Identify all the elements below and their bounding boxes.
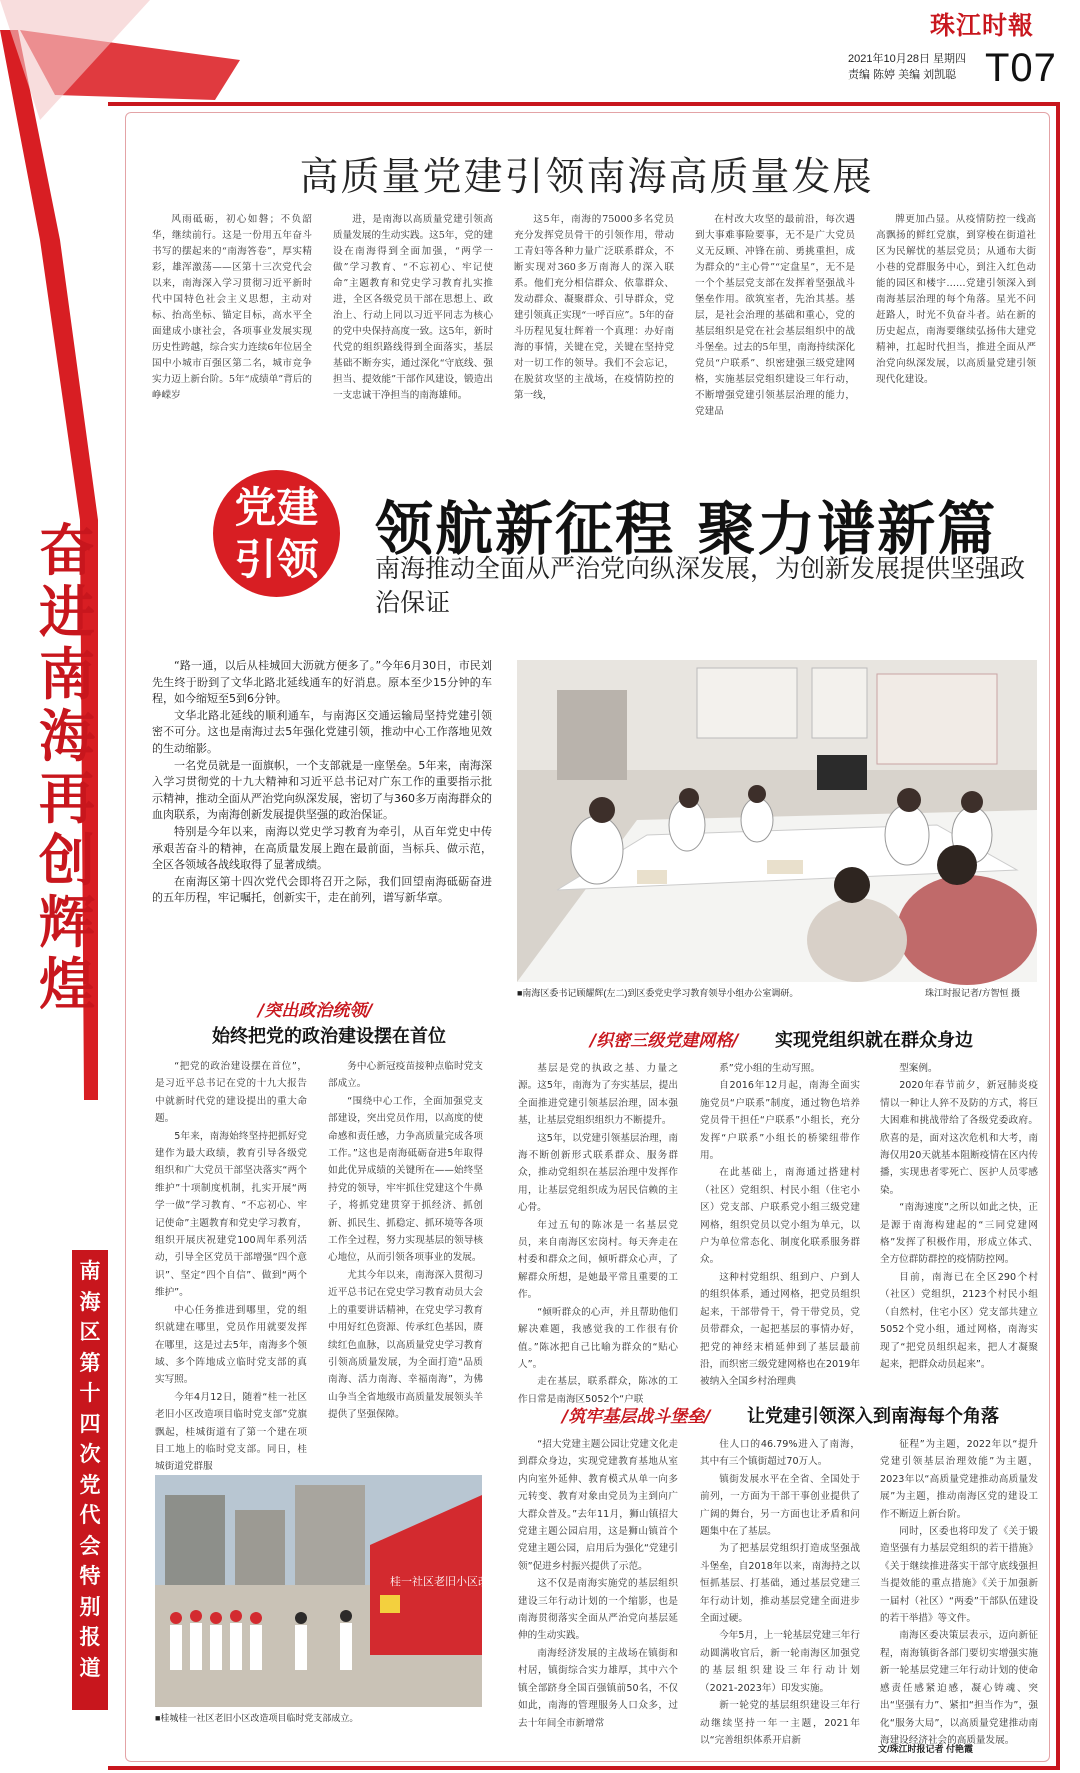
paragraph: 自2016年12月起，南海全面实施党员“户联系”制度，通过物色培养党员骨干担任“户联系”小组长，充分发挥“户联系”小组长的桥梁纽带作用。 (700, 1080, 860, 1162)
paragraph: 镇街发展水平在全省、全国处于前列，一方面为干部干事创业提供了广阔的舞台，另一方面也让矛盾和问题集中在了基层。 (700, 1473, 860, 1538)
top-article-column-5 (876, 212, 1036, 452)
meeting-photo (517, 660, 1037, 982)
meeting-photo-credit: 珠江时报记者/方智恒 摄 (925, 988, 1021, 998)
paragraph: “围绕中心工作，全面加强党支部建设，突出党员作用，以高度的使命感和责任感，力争高质量完成各项工作。”这也是南海砥砺奋进5年取得如此优异成绩的关键所在——始终坚持党的领导，牢牢抓住党建这个牛鼻子，将抓党建贯穿于抓经济、抓创新、抓民生、抓稳定、抓环境等各项工作全过程，努力实现基层的领导核心地位，从而引领各项事业的发展。 (328, 1095, 483, 1264)
paragraph: 风雨砥砺，初心如磐；不负韶华，继续前行。这是一份用五年奋斗书写的摆起来的“南海答卷”，厚实精彩，雄浑激荡——区第十三次党代会以来，南海深入学习贯彻习近平新时代中国特色社会主义思想，主动对标、抬高坐标、锚定目标，高水平全面建成小康社会，各项事业发展实现历史性跨越，综合实力连续6年位居全国中小城市百强区第二名，城市竞争实力迈上新台阶。5年“成绩单”背后的峥嵘岁 (152, 214, 312, 401)
frame-right-line (1056, 102, 1060, 1768)
paragraph: 系”党小组的生动写照。 (719, 1063, 821, 1074)
paragraph: 在此基础上，南海通过搭建村（社区）党组织、村民小组（住宅小区）党支部、户联系党小组三级党建网格，组织党员以党小组为单元，以户为单位常态化、制度化联系服务群众。 (700, 1167, 860, 1266)
branch-photo-caption: ■桂城桂一社区老旧小区改造项目临时党支部成立。 (155, 1713, 359, 1723)
section1-column-2 (328, 1058, 483, 1468)
section2-title: 实现党组织就在群众身边 (775, 1030, 973, 1051)
section2-column-3 (880, 1060, 1038, 1385)
paragraph: 今年4月12日，随着“桂一社区老旧小区改造项目临时党支部”党旗飘起，桂城街道有了第一个建在项目工地上的临时党支部。同日，桂城街道党群服 (155, 1391, 307, 1473)
paragraph: 牌更加凸显。从疫情防控一线高高飘扬的鲜红党旗，到穿梭在街道社区为民解忧的基层党员；从通布大街小巷的党群服务中心，到注入红色动能的园区和楼宇……党建引领深入到南海基层治理的每个角落。星光不问赶路人，时光不负奋斗者。站在新的历史起点，南海要继续弘扬伟大建党精神，扛起时代担当，推进全面从严治党向纵深发展，以高质量党建引领现代化建设。 (876, 214, 1036, 385)
issue-date: 2021年10月28日 星期四 (848, 53, 966, 65)
paragraph: 这种村党组织、组到户、户到人的组织体系，通过网格，把党员组织起来，干部带骨干，骨干带党员，党员带群众，一起把基层的事情办好，把党的神经末梢延伸到了基层最前沿，而织密三级党建网格也在2019年被纳入全国乡村治理典 (700, 1271, 860, 1388)
editors-credit: 责编 陈婷 美编 刘凯聪 (848, 69, 957, 81)
lead-paragraph: 文华北路北延线的顺利通车，与南海区交通运输局坚持党建引领密不可分。这也是南海过去5年强化党建引领，推动中心工作落地见效的生动缩影。 (152, 708, 492, 755)
paragraph: 新一轮党的基层组织建设三年行动继续坚持一年一主题，2021年以“完善组织体系开启新 (700, 1700, 860, 1746)
lead-paragraph: “路一通，以后从桂城回大沥就方便多了。”今年6月30日，市民刘先生终于盼到了文华北路北延线通车的好消息。原本至少15分钟的车程，如今缩短至5到6分钟。 (152, 659, 492, 706)
top-article-column-4 (695, 212, 855, 452)
top-article-title: 高质量党建引领南海高质量发展 (299, 155, 874, 200)
section1-title: 始终把党的政治建设摆在首位 (212, 1026, 446, 1047)
paragraph: 住人口的46.79%进入了南海，其中有三个镇街超过70万人。 (700, 1439, 860, 1468)
section3-title: 让党建引领深入到南海每个角落 (747, 1406, 999, 1427)
paragraph: “招大党建主题公园让党建文化走到群众身边，实现党建教育基地从室内向室外延伸、教育模式从单一向多元转变、教育对象由党员为主到向广大群众普及。”去年11月，狮山镇招大党建主题公园启用，这是狮山镇首个党建主题公园，启用后为强化“党建引领”促进乡村振兴提供了示范。 (518, 1439, 678, 1572)
top-article-column-3 (514, 212, 674, 452)
badge-label (213, 482, 340, 586)
lead-paragraph: 在南海区第十四次党代会即将召开之际，我们回望南海砥砺奋进的五年历程，牢记嘱托，创新实干，走在前列，谱写新华章。 (152, 874, 492, 905)
feature-headline: 领航新征程 聚力谱新篇 (375, 495, 998, 563)
paragraph: 同时，区委也将印发了《关于锻造坚强有力基层党组织的若干措施》《关于继续推进落实干部守底线强担当提效能的重点措施》《关于加强新一届村（社区）“两委”干部队伍建设的若干举措》等文件。 (880, 1526, 1038, 1625)
paragraph: 务中心新冠疫苗接种点临时党支部成立。 (328, 1061, 483, 1090)
paragraph: 2020年春节前夕，新冠肺炎疫情以一种让人猝不及防的方式，将巨大困难和挑战带给了各级党委政府。欣喜的是，面对这次危机和大考，南海仅用20天就基本阻断疫情在区内传播，实现患者零死亡、医护人员零感染。 (880, 1080, 1038, 1196)
frame-top-line (108, 102, 1060, 106)
section3-column-1 (518, 1436, 678, 1736)
masthead-logo: 珠江时報 (930, 11, 1035, 40)
paragraph: 走在基层，联系群众，陈冰的工作日常是南海区5052个“户联 (518, 1376, 678, 1405)
side-calligraphy-slogan: 奋进南海 再创辉煌 (39, 518, 95, 1018)
paragraph: 这5年，南海的75000多名党员充分发挥党员骨干的引领作用，带动工青妇等各种力量广泛联系群众，不断实现对360多万南海人的深入联系。他们充分相信群众、依靠群众、发动群众、凝聚群众、引导群众，党建引领真正实现“一呼百应”。5年的奋斗历程见复壮辉着一个真理：办好南海的事情，关键在党，关键在坚持党对一切工作的领导。我们不会忘记，在脱贫攻坚的主战场，在疫情防控的第一线， (514, 214, 674, 401)
paragraph: 型案例。 (899, 1063, 938, 1074)
paragraph: 南海区委决策层表示，迈向新征程，南海镇街各部门要切实增强实施新一轮基层党建三年行动计划的使命感责任感紧迫感，凝心铸魂、突出“坚强有力”、紧扣“担当作为”，强化“服务大局”，以高质量党建推动南海建设经济社会的高质量发展。 (880, 1630, 1038, 1746)
photo2-sign-text: 桂一社区老旧小区改造工程 (390, 1575, 522, 1588)
badge-line-1: 党建 (234, 483, 319, 532)
section2-tag: /织密三级党建网格/ (590, 1031, 739, 1051)
paragraph: 为了把基层党组织打造成坚强战斗堡垒，自2018年以来，南海持之以恒抓基层、打基础，通过基层党建三年行动计划，推动基层党建全面进步全面过硬。 (700, 1543, 860, 1625)
page-number: T07 (985, 46, 1057, 90)
paragraph: 进，是南海以高质量党建引领高质量发展的生动实践。这5年，党的建设在南海得到全面加强，“两学一做”学习教育、“不忘初心、牢记使命”主题教育和党史学习教育扎实推进，全区各级党员干部在思想上、政治上、行动上同以习近平同志为核心的党中央保持高度一致。这5年，新时代党的组织路线得到全面落实，基层基础不断夯实，通过深化“守底线、强担当、提效能”干部作风建设，锻造出一支忠诚干净担当的南海雄师。 (333, 214, 493, 401)
paragraph: “倾听群众的心声，并且帮助他们解决难题，我感觉我的工作很有价值。”陈冰把自己比喻为群众的“贴心人”。 (518, 1306, 678, 1370)
paragraph: 在村改大攻坚的最前沿，每次遇到大事难事险要事，无不是广大党员义无反顾、冲锋在前、勇挑重担，成为群众的“主心骨”“定盘星”，无不是一个个基层党支部在发挥着坚强战斗堡垒作用。欲筑室者，先治其基。基层，是社会治理的基础和重心，党的基层组织是党在社会基层组织中的战斗堡垒。过去的5年里，南海持续深化党员“户联系”、织密建强三级党建网格，实施基层党组织建设三年行动，不断增强党建引领基层治理的能力，党建品 (695, 214, 855, 417)
badge-line-2: 引领 (234, 535, 319, 584)
paragraph: 这不仅是南海实施党的基层组织建设三年行动计划的一个缩影，也是南海贯彻落实全面从严治党向基层延伸的生动实践。 (518, 1578, 678, 1642)
feature-subheadline: 南海推动全面从严治党向纵深发展，为创新发展提供坚强政治保证 (375, 554, 1026, 617)
paragraph: 年过五旬的陈冰是一名基层党员，来自南海区宏岗村。每天奔走在村委和群众之间，倾听群众心声，了解群众所想，是她最平常且重要的工作。 (518, 1219, 678, 1301)
top-article-column-2 (333, 212, 493, 452)
lead-paragraph: 一名党员就是一面旗帜，一个支部就是一座堡垒。5年来，南海深入学习贯彻党的十九大精神和习近平总书记对广东工作的重要指示批示精神，推动全面从严治党向纵深发展，密切了与360多万南海群众的血肉联系，为南海创新发展提供坚强的政治保证。 (152, 758, 492, 822)
paragraph: 征程”为主题，2022年以“提升党建引领基层治理效能”为主题，2023年以“高质量党建推动高质量发展”为主题，推动南海区党的建设工作不断迈上新台阶。 (880, 1439, 1038, 1520)
paragraph: “把党的政治建设摆在首位”，是习近平总书记在党的十九大报告中就新时代党的建设提出的重大命题。 (155, 1061, 307, 1125)
section3-column-2 (700, 1436, 860, 1746)
meeting-photo-illustration (517, 660, 1037, 982)
section2-column-2 (700, 1060, 860, 1388)
section1-tag: /突出政治统领/ (258, 1001, 373, 1021)
paragraph: 今年5月，上一轮基层党建三年行动圆满收官后，新一轮南海区加强党的基层组织建设三年行动计划（2021-2023年）印发实施。 (700, 1630, 860, 1694)
frame-bottom-line (108, 1766, 1060, 1770)
feature-lead (152, 658, 492, 907)
branch-founding-photo (155, 1475, 522, 1707)
meeting-photo-caption: ■南海区委书记顾耀辉(左二)到区委党史学习教育领导小组办公室调研。 (517, 988, 799, 998)
paragraph: 5年来，南海始终坚持把抓好党建作为最大政绩，教育引导各级党组织和广大党员干部坚决落实“两个维护”十项制度机制，扎实开展“两学一做”学习教育、“不忘初心、牢记使命”主题教育和党史学习教育，组织开展庆祝建党100周年系列活动，引导全区党员干部增强“四个意识”、坚定“四个自信”、做到“两个维护”。 (155, 1130, 307, 1299)
paragraph: 基层是党的执政之基、力量之源。这5年，南海为了夯实基层，提出全面推进党建引领基层治理，固本强基，让基层党组织组织力不断提升。 (518, 1063, 678, 1127)
branch-founding-illustration (155, 1475, 522, 1707)
side-banner-text: 南海区第十四次党代会特别报道 (79, 1259, 101, 1680)
section3-tag: /筑牢基层战斗堡垒/ (562, 1407, 711, 1427)
top-article-column-1 (152, 212, 312, 452)
lead-paragraph: 特别是今年以来，南海以党史学习教育为牵引，从百年党史中传承艰苦奋斗的精神，在高质量发展上跑在最前面，当标兵、做示范，全区各领域各战线取得了显著成绩。 (152, 824, 492, 872)
paragraph: 目前，南海已在全区290个村（社区）党组织，2123个村民小组（自然村，住宅小区）党支部共建立5052个党小组，通过网格，南海实现了“把党员组织起来，把人才凝聚起来，把群众动员起来”。 (880, 1271, 1038, 1370)
paragraph: 尤其今年以来，南海深入贯彻习近平总书记在党史学习教育动员大会上的重要讲话精神，在党史学习教育中用好红色资源、传承红色基因，赓续红色血脉，以高质量党史学习教育引领高质量发展，为全面打造“品质南海、活力南海、幸福南海”，为佛山争当全省地级市高质量发展领头羊提供了坚强保障。 (328, 1269, 483, 1421)
section1-column-1 (155, 1058, 307, 1473)
paragraph: 这5年，以党建引领基层治理，南海不断创新形式联系群众、服务群众，推动党组织在基层治理中发挥作用，让基层党组织成为居民信赖的主心骨。 (518, 1132, 678, 1214)
paragraph: 南海经济发展的主战场在镇街和村居，镇街综合实力雄厚，其中六个镇全部跻身全国百强镇前50名，不仅如此，南海的管理服务人口众多，过去十年间全市新增常 (518, 1647, 678, 1729)
section3-column-3 (880, 1436, 1038, 1746)
section3-byline: 文/珠江时报记者 付艳霞 (878, 1744, 974, 1754)
paragraph: “南海速度”之所以如此之快，正是源于南海构建起的“三同党建网格”发挥了积极作用，形成立体式、全方位群防群控的疫情防控网。 (880, 1202, 1038, 1266)
paragraph: 中心任务推进到哪里，党的组织就建在哪里，党员作用就要发挥在哪里，这是过去5年，南海多个领域、多个阵地成立临时党支部的真实写照。 (155, 1304, 307, 1386)
section2-column-1 (518, 1060, 678, 1405)
